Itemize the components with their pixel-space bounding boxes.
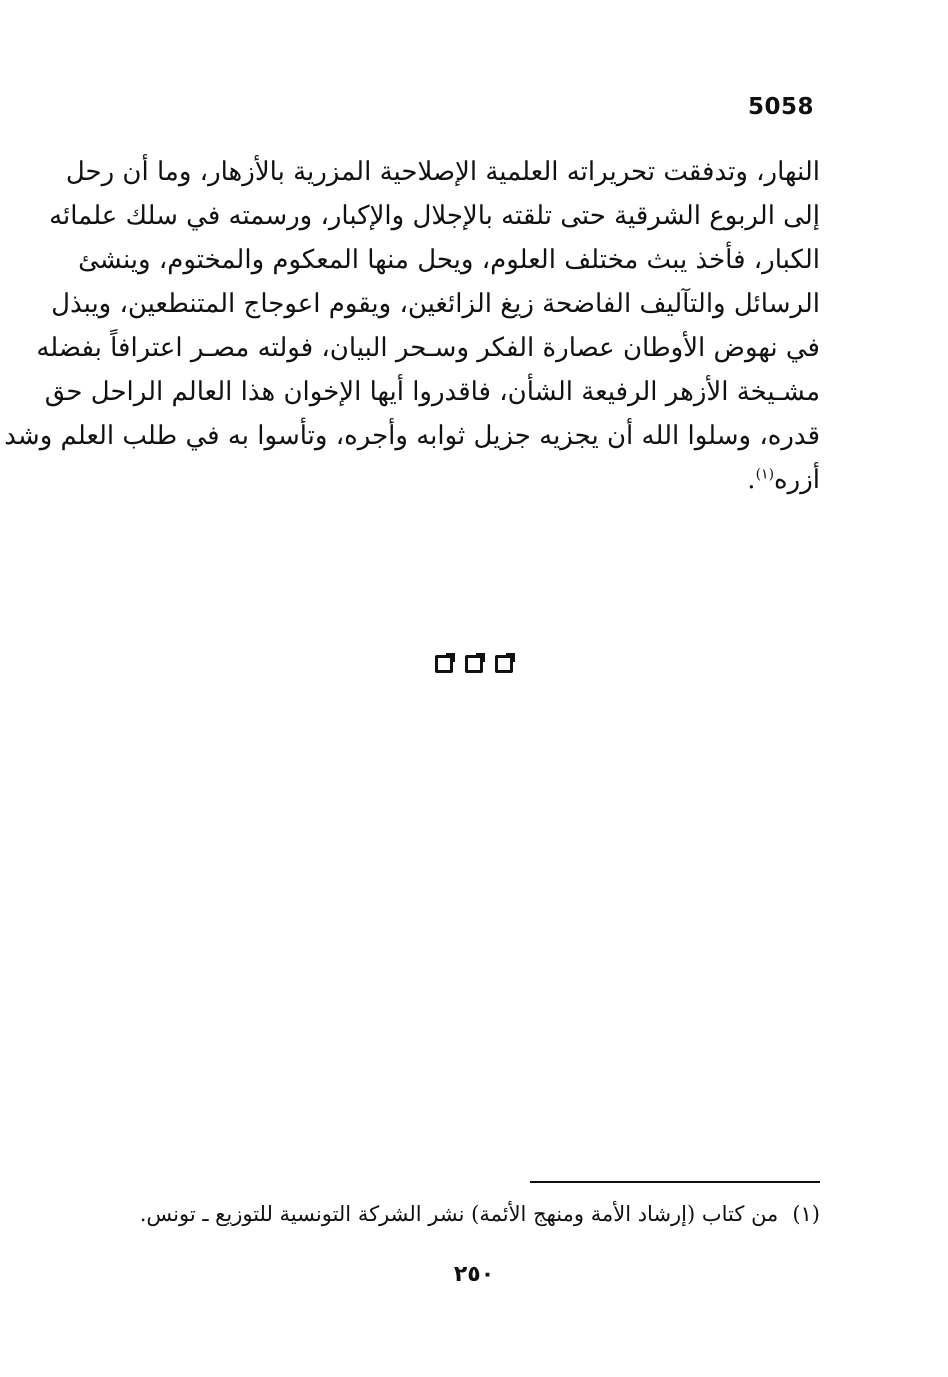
footnote-text: من كتاب (إرشاد الأمة ومنهج الأئمة) نشر الشركة التونسية للتوزيع ـ تونس. (139, 1202, 779, 1226)
text-line-last (116, 458, 820, 502)
last-line-text: أزره (774, 465, 820, 495)
text-line: إلى الربوع الشرقية حتى تلقته بالإجلال والإكبار، ورسمته في سلك علمائه (49, 201, 820, 231)
square-ornament-icon (465, 655, 483, 673)
page-number: ٢٥٠ (453, 1262, 495, 1287)
square-ornament-icon (495, 655, 513, 673)
body-paragraph (4, 150, 820, 502)
document-number: 5058 (747, 94, 814, 120)
section-separator (0, 655, 948, 673)
text-line: قدره، وسلوا الله أن يجزيه جزيل ثوابه وأجره، وتأسوا به في طلب العلم وشد (4, 421, 820, 451)
text-line: الكبار، فأخذ يبث مختلف العلوم، ويحل منها المعكوم والمختوم، وينشئ (78, 245, 820, 275)
text-line: الرسائل والتآليف الفاضحة زيغ الزائغين، ويقوم اعوجاج المتنطعين، ويبذل (51, 289, 820, 319)
footnote-reference[interactable]: (١) (755, 466, 775, 483)
text-line: النهار، وتدفقت تحريراته العلمية الإصلاحية المزرية بالأزهار، وما أن رحل (65, 157, 820, 187)
square-ornament-icon (435, 655, 453, 673)
footnote (116, 1198, 820, 1230)
footnote-marker: (١) (792, 1202, 820, 1226)
text-line: مشـيخة الأزهر الرفيعة الشأن، فاقدروا أيها الإخوان هذا العالم الراحل حق (44, 377, 820, 407)
last-line-end: . (747, 465, 756, 495)
footnote-divider (530, 1181, 820, 1183)
text-line: في نهوض الأوطان عصارة الفكر وسـحر البيان، فولته مصـر اعترافاً بفضله (36, 333, 820, 363)
